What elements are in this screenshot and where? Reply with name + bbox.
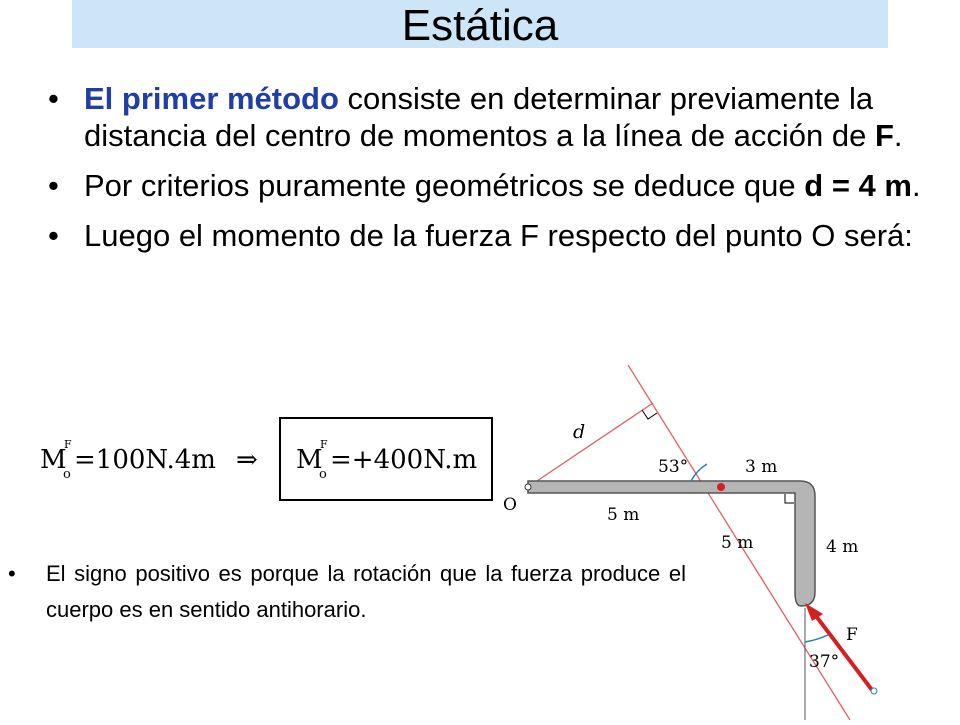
force-diagram bbox=[495, 360, 960, 720]
label-53-deg: 53° bbox=[658, 457, 689, 477]
bullet-text: Luego el momento de la fuerza F respecto del punto O será: bbox=[84, 218, 913, 253]
right-angle-marker bbox=[642, 410, 657, 419]
bullet-text: . bbox=[893, 118, 903, 153]
bold-text: F bbox=[874, 118, 894, 153]
bullet-text: . bbox=[911, 168, 921, 203]
bold-text: d = 4 m bbox=[804, 168, 912, 203]
distance-d-line bbox=[528, 403, 653, 487]
force-tail-point bbox=[871, 688, 877, 694]
bullet-dot: • bbox=[8, 561, 16, 586]
formula-m-symbol: M bbox=[40, 445, 67, 475]
formula-implies-arrow: ⇒ bbox=[236, 445, 258, 475]
force-arrowhead bbox=[805, 603, 823, 621]
formula-subscript: o bbox=[63, 467, 71, 482]
title-bar bbox=[72, 0, 888, 48]
label-5m-bar: 5 m bbox=[607, 505, 640, 525]
intersection-point bbox=[717, 483, 725, 491]
force-f-arrow bbox=[813, 612, 872, 690]
label-f: F bbox=[846, 625, 858, 645]
label-3m: 3 m bbox=[745, 457, 778, 477]
highlight-text: El primer método bbox=[84, 81, 339, 116]
pivot-o bbox=[525, 484, 531, 490]
bullet-item bbox=[48, 217, 938, 254]
label-d: d bbox=[573, 421, 586, 443]
formula-superscript: F bbox=[64, 438, 72, 451]
bullet-text: consiste en determinar previamente la distancia del centro de momentos a la línea de acción de bbox=[84, 81, 875, 153]
l-shaped-bar bbox=[528, 481, 815, 606]
label-5m-diagonal: 5 m bbox=[721, 533, 754, 553]
moment-formula bbox=[40, 416, 495, 504]
sign-note-text: El signo positivo es porque la rotación que la fuerza produce el cuerpo es en sentido antihorario. bbox=[46, 561, 686, 622]
angle-37-arc bbox=[805, 635, 828, 642]
formula-lhs-value: =100N.4m bbox=[74, 445, 216, 475]
corner-right-angle bbox=[785, 494, 794, 503]
bullet-list bbox=[48, 80, 938, 267]
label-o: O bbox=[503, 495, 517, 515]
bullet-item bbox=[48, 167, 938, 204]
label-37-deg: 37° bbox=[809, 652, 840, 672]
bullet-item bbox=[48, 80, 938, 154]
label-4m: 4 m bbox=[826, 537, 859, 557]
formula-result-m-symbol: M bbox=[296, 445, 323, 475]
formula-result-subscript: o bbox=[319, 467, 327, 482]
formula-result-value: =+400N.m bbox=[330, 445, 478, 475]
bullet-text: Por criterios puramente geométricos se deduce que bbox=[84, 168, 805, 203]
formula-result-superscript: F bbox=[320, 438, 328, 451]
slide-title: Estática bbox=[401, 1, 559, 50]
